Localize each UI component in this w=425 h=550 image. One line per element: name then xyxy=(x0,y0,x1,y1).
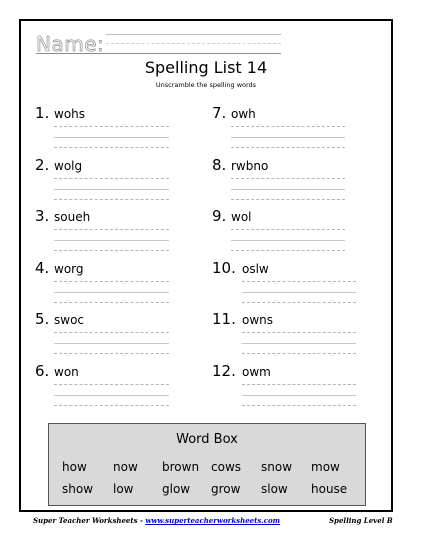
answer-line[interactable] xyxy=(54,384,169,385)
item-number: 10. xyxy=(212,258,236,277)
spelling-item xyxy=(212,104,382,152)
item-number: 5. xyxy=(35,310,50,328)
answer-line[interactable] xyxy=(231,178,345,179)
answer-line[interactable] xyxy=(54,281,169,282)
answer-line[interactable] xyxy=(54,353,169,354)
word-box-word: brown xyxy=(162,460,200,474)
answer-line[interactable] xyxy=(54,137,169,138)
word-box-word: low xyxy=(113,482,134,496)
scrambled-word: rwbno xyxy=(231,158,269,173)
name-field[interactable] xyxy=(36,32,281,54)
item-number: 7. xyxy=(212,104,227,122)
answer-line[interactable] xyxy=(231,229,345,230)
scrambled-word: won xyxy=(54,364,79,379)
spelling-item xyxy=(212,310,382,358)
publisher-name: Super Teacher Worksheets - xyxy=(33,516,146,525)
answer-line[interactable] xyxy=(54,178,169,179)
scrambled-word: wohs xyxy=(54,107,86,121)
word-box-word: glow xyxy=(162,482,191,496)
item-number: 4. xyxy=(35,258,50,277)
word-box-word: show xyxy=(62,482,94,496)
name-guide-middle xyxy=(106,43,281,44)
item-number: 9. xyxy=(212,207,227,225)
scrambled-word: owm xyxy=(242,364,271,379)
spelling-item xyxy=(35,104,205,152)
item-number: 11. xyxy=(212,310,236,328)
scrambled-word: swoc xyxy=(54,313,85,327)
answer-line[interactable] xyxy=(242,302,356,303)
item-number: 1. xyxy=(35,104,50,122)
worksheet-instructions: Unscramble the spelling words xyxy=(155,81,257,89)
answer-line[interactable] xyxy=(242,343,356,344)
item-number: 6. xyxy=(35,361,50,380)
word-box-word: snow xyxy=(261,460,293,474)
worksheet-page xyxy=(19,19,393,512)
scrambled-word: wolg xyxy=(54,158,83,173)
answer-line[interactable] xyxy=(231,240,345,241)
answer-line[interactable] xyxy=(54,395,169,396)
answer-line[interactable] xyxy=(242,292,356,293)
scrambled-word: owh xyxy=(231,107,256,121)
name-guide-bottom xyxy=(36,53,281,54)
spelling-item xyxy=(35,362,205,410)
answer-line[interactable] xyxy=(54,199,169,200)
word-box-word: cows xyxy=(211,460,242,474)
publisher-link[interactable]: www.superteacherworksheets.com xyxy=(145,516,281,525)
answer-line[interactable] xyxy=(54,240,169,241)
word-box-word: mow xyxy=(311,460,340,474)
worksheet-title: Spelling List 14 xyxy=(144,58,268,77)
footer-level: Spelling Level B xyxy=(329,516,393,525)
scrambled-word: owns xyxy=(242,313,274,327)
answer-line[interactable] xyxy=(54,189,169,190)
answer-line[interactable] xyxy=(231,126,345,127)
word-box xyxy=(48,423,366,506)
answer-line[interactable] xyxy=(54,147,169,148)
spelling-item xyxy=(212,156,382,204)
answer-line[interactable] xyxy=(54,405,169,406)
answer-line[interactable] xyxy=(231,199,345,200)
spelling-item xyxy=(35,310,205,358)
word-box-title: Word Box xyxy=(176,432,238,447)
word-box-word: house xyxy=(311,482,348,496)
answer-line[interactable] xyxy=(231,189,345,190)
spelling-item xyxy=(35,259,205,307)
answer-line[interactable] xyxy=(242,405,356,406)
scrambled-word: worg xyxy=(54,261,84,276)
answer-line[interactable] xyxy=(242,353,356,354)
spelling-item xyxy=(212,362,382,410)
spelling-item xyxy=(212,207,382,255)
answer-line[interactable] xyxy=(242,332,356,333)
word-box-word: how xyxy=(62,460,87,474)
answer-line[interactable] xyxy=(54,343,169,344)
answer-line[interactable] xyxy=(54,126,169,127)
item-number: 3. xyxy=(35,207,50,225)
answer-line[interactable] xyxy=(54,250,169,251)
item-number: 2. xyxy=(35,155,50,174)
scrambled-word: soueh xyxy=(54,210,91,224)
word-box-word: slow xyxy=(261,482,288,496)
spelling-item xyxy=(35,207,205,255)
answer-line[interactable] xyxy=(231,250,345,251)
name-guide-top xyxy=(106,34,281,35)
answer-line[interactable] xyxy=(242,395,356,396)
item-number: 8. xyxy=(212,155,227,174)
word-box-word: now xyxy=(113,460,138,474)
answer-line[interactable] xyxy=(54,332,169,333)
item-number: 12. xyxy=(212,361,236,380)
answer-line[interactable] xyxy=(231,147,345,148)
spelling-item xyxy=(212,259,382,307)
answer-line[interactable] xyxy=(54,302,169,303)
scrambled-word: wol xyxy=(231,210,252,224)
footer-publisher xyxy=(33,516,280,525)
answer-line[interactable] xyxy=(54,292,169,293)
answer-line[interactable] xyxy=(231,137,345,138)
answer-line[interactable] xyxy=(242,281,356,282)
name-label: Name: xyxy=(36,32,105,56)
answer-line[interactable] xyxy=(54,229,169,230)
word-box-word: grow xyxy=(211,482,241,496)
spelling-item xyxy=(35,156,205,204)
scrambled-word: oslw xyxy=(242,261,269,276)
answer-line[interactable] xyxy=(242,384,356,385)
